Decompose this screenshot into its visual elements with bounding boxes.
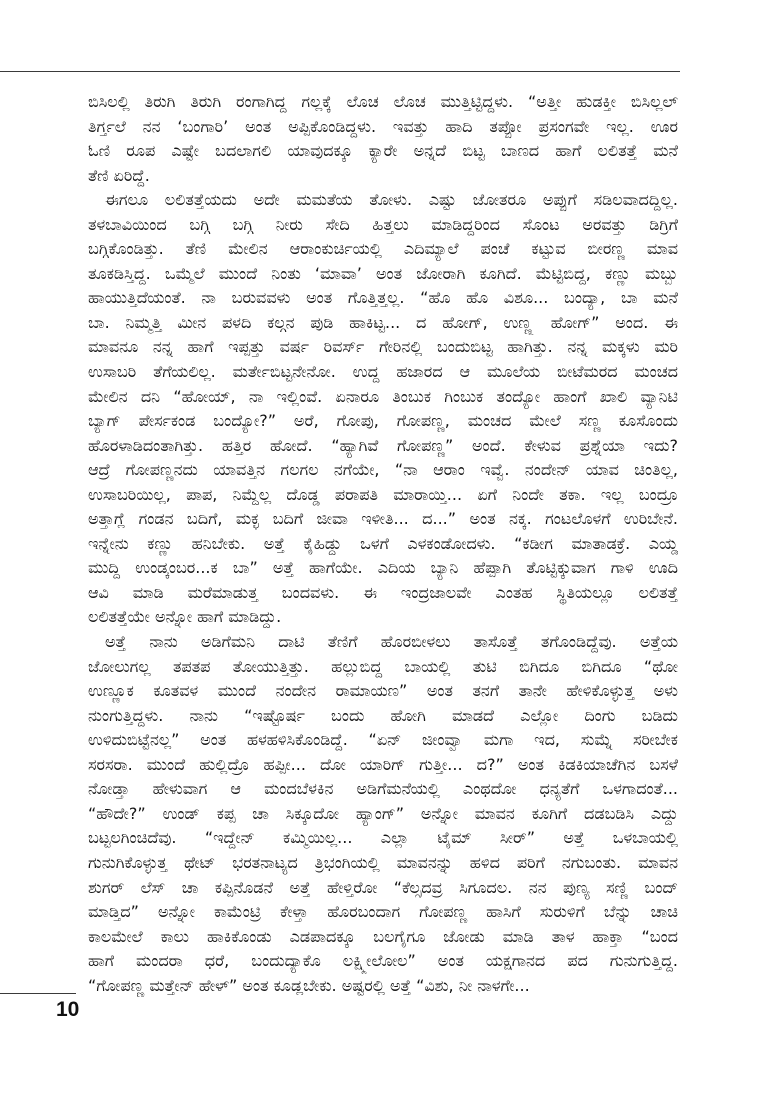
text-line: ಹಾಗೆ ಮಂದರಾ ಧರೆ, ಬಂದುದ್ಯಾಕೊ ಲಕ್ಷ್ಮೀಲೋಲ” ಅಂತ ಯಕ್ಷಗಾನದ ಪದ ಗುನುಗುತ್ತಿದ್ದ. — [88, 951, 678, 971]
text-line: ಈಗಲೂ ಲಲಿತತ್ತೆಯದು ಅದೇ ಮಮತೆಯ ತೋಳು. ಎಷ್ಟು ಜೋತರೂ ಅಪ್ಪುಗೆ ಸಡಿಲವಾದದ್ದಿಲ್ಲ. — [105, 190, 678, 210]
text-line: “ಹೌದೇ?” ಉಂಡ್ ಕಪ್ಪ ಚಾ ಸಿಕ್ಕೂದೋ ಹ್ಯಾಂಗ್” ಅನ್ನೋ ಮಾವನ ಕೂಗಿಗೆ ದಡಬಡಿಸಿ ಎದ್ದು — [88, 803, 678, 823]
text-line: ಮಾವನೂ ನನ್ನ ಹಾಗೆ ಇಪ್ಪತ್ತು ವರ್ಷ ರಿವರ್ಸ್ ಗೇರಿನಲ್ಲಿ ಬಂದುಬಿಟ್ಟ ಹಾಗಿತ್ತು. ನನ್ನ ಮಕ್ಕಳು ಮರಿ — [88, 337, 678, 357]
text-line: ಉಣ್ಣೂಕ ಕೂತವಳ ಮುಂದೆ ನಂದೇನ ರಾಮಾಯಣ” ಅಂತ ತನಗೆ ತಾನೇ ಹೇಳಿಕೊಳ್ಳುತ್ತ ಅಳು — [88, 681, 678, 701]
text-line: ಹೊರಳಾಡಿದಂತಾಗಿತ್ತು. ಹತ್ತಿರ ಹೋದೆ. “ಹ್ಯಾಗಿವೆ ಗೋಪಣ್ಣ” ಅಂದೆ. ಕೇಳುವ ಪ್ರಶ್ನೆಯಾ ಇದು? — [88, 435, 678, 455]
text-line: ಉಳಿದುಬಿಟ್ಟೆನಲ್ಲ” ಅಂತ ಹಳಹಳಿಸಿಕೊಂಡಿದ್ದೆ. “ಏನ್ ಜೀಂವ್ವಾ ಮಗಾ ಇದ, ಸುಮ್ನೆ ಸರೀಬೇಕ — [88, 730, 678, 750]
text-line: ಅತ್ತೆ ನಾನು ಅಡಿಗೆಮನಿ ದಾಟಿ ತೆಣಿಗೆ ಹೊರಬೀಳಲು ತಾಸೊತ್ತೆ ತಗೊಂಡಿದ್ದೆವು. ಅತ್ತೆಯ — [105, 632, 678, 652]
page-number: 10 — [56, 998, 80, 1021]
paragraph — [88, 188, 678, 630]
body-text — [88, 90, 678, 998]
text-line: ಬಿಸಿಲಲ್ಲಿ ತಿರುಗಿ ತಿರುಗಿ ರಂಗಾಗಿದ್ದ ಗಲ್ಲಕ್ಕೆ ಲೊಚ ಲೊಚ ಮುತ್ತಿಟ್ಟಿದ್ದಳು. “ಅತ್ತೀ ಹುಡಕ್ತೀ ಬಿಸಿಲ್ಲಲ್ — [88, 92, 678, 111]
text-line: ಆದ್ರೆ ಗೋಪಣ್ಣನದು ಯಾವತ್ತಿನ ಗಲಗಲ ನಗೆಯೇ, “ನಾ ಆರಾಂ ಇವ್ವೆ. ನಂದೇನ್ ಯಾವ ಚಿಂತಿಲ್ಲ, — [88, 460, 678, 480]
text-line: ಗುನುಗಿಕೊಳ್ಳುತ್ತ ಥೇಟ್ ಭರತನಾಟ್ಯದ ತ್ರಿಭಂಗಿಯಲ್ಲಿ ಮಾವನನ್ನು ಹಳಿದ ಪರಿಗೆ ನಗುಬಂತು. ಮಾವನ — [88, 852, 678, 872]
text-line: ಬಗ್ಗಿಕೊಂಡಿತ್ತು. ತೆಣಿ ಮೇಲಿನ ಆರಾಂಕುರ್ಚಿಯಲ್ಲಿ ಎದಿಮ್ಯಾಲೆ ಪಂಚೆ ಕಟ್ಟುವ ಬೀರಣ್ಣ ಮಾವ — [88, 239, 678, 259]
text-line: ಓಣಿ ರೂಪ ಎಷ್ಟೇ ಬದಲಾಗಲಿ ಯಾವುದಕ್ಕೂ ಕ್ಯಾರೇ ಅನ್ನದೆ ಬಿಟ್ಟ ಬಾಣದ ಹಾಗೆ ಲಲಿತತ್ತೆ ಮನೆ — [88, 141, 678, 161]
text-line: ಮೇಲಿನ ದನಿ “ಹೋಯ್, ನಾ ಇಲ್ಲಿಂವೆ. ಏನಾರೂ ತಿಂಬುಕ ಗಿಂಬುಕ ತಂದ್ಯೋ ಹಾಂಗೆ ಖಾಲಿ ವ್ಯಾನಿಟಿ — [88, 386, 678, 406]
text-line: ತೂಕಡಿಸ್ತಿದ್ದ. ಒಮ್ಮೆಲೆ ಮುಂದೆ ನಿಂತು ‘ಮಾವಾ’ ಅಂತ ಜೋರಾಗಿ ಕೂಗಿದೆ. ಮೆಟ್ಟಿಬಿದ್ದ, ಕಣ್ಣು ಮಬ್ಬು — [88, 263, 678, 283]
text-line: ಇನ್ನೇನು ಕಣ್ಣು ಹನಿಬೇಕು. ಅತ್ತೆ ಕೈಹಿಡ್ದು ಒಳಗೆ ಎಳಕಂಡೋದಳು. “ಕಡೀಗ ಮಾತಾಡಕ್ರೆ. ಎಯ್ಡ — [88, 533, 678, 553]
text-line: ಬ್ಯಾಗ್ ಪೇರ್ಸಕಂಡ ಬಂದ್ಯೋ?” ಅರೆ, ಗೋಪು, ಗೋಪಣ್ಣ, ಮಂಚದ ಮೇಲೆ ಸಣ್ಣ ಕೂಸೊಂದು — [88, 411, 678, 431]
text-line: ತಳಬಾವಿಯಿಂದ ಬಗ್ಗಿ ಬಗ್ಗಿ ನೀರು ಸೇದಿ ಹಿತ್ತಲು ಮಾಡಿದ್ದರಿಂದ ಸೊಂಟ ಅರವತ್ತು ಡಿಗ್ರಿಗೆ — [88, 214, 678, 234]
text-line: ಅತ್ತಾಗ್ಲೆ ಗಂಡನ ಬದಿಗೆ, ಮಕ್ಳ ಬದಿಗೆ ಜೀವಾ ಇಳೀತಿ... ದ...” ಅಂತ ನಕ್ಕ. ಗಂಟಲೊಳಗೆ ಉರಿಬೇನೆ. — [88, 509, 678, 529]
text-line: ಲಲಿತತ್ತೆಯೇ ಅನ್ನೋ ಹಾಗೆ ಮಾಡಿದ್ದು. — [88, 607, 282, 627]
text-line: ಮಾಡ್ತಿದ” ಅನ್ನೋ ಕಾಮೆಂಟ್ರಿ ಕೇಳ್ತಾ ಹೊರಬಂದಾಗ ಗೋಪಣ್ಣ ಹಾಸಿಗೆ ಸುರುಳಿಗೆ ಬೆನ್ನು ಚಾಚಿ — [88, 902, 678, 922]
text-line: ಜೋಲುಗಲ್ಲ ತಪತಪ ತೋಯುತ್ತಿತ್ತು. ಹಲ್ಲುಬಿದ್ದ ಬಾಯಲ್ಲಿ ತುಟಿ ಬಿಗಿದೂ ಬಿಗಿದೂ “ಥೋ — [88, 656, 678, 676]
header-rule — [0, 71, 680, 72]
text-line: ಹಾಯುತ್ತಿದೆಯಂತೆ. ನಾ ಬರುವವಳು ಅಂತ ಗೊತ್ತಿತ್ತಲ್ಲ. “ಹೊ ಹೊ ವಿಶೂ... ಬಂದ್ಯಾ, ಬಾ ಮನೆ — [88, 288, 678, 308]
text-line: “ಗೋಪಣ್ಣ ಮತ್ತೇನ್ ಹೇಳ್” ಅಂತ ಕೂಡ್ಲಬೇಕು. ಅಷ್ಟರಲ್ಲಿ ಅತ್ತೆ “ವಿಶು, ನೀ ನಾಳಗೇ... — [88, 975, 530, 995]
text-line: ನೋಡ್ತಾ ಹೇಳುವಾಗ ಆ ಮಂದಬೆಳಕಿನ ಅಡಿಗೆಮನೆಯಲ್ಲಿ ಎಂಥದೋ ಧನ್ಯತೆಗೆ ಒಳಗಾದಂತೆ... — [88, 779, 678, 799]
text-line: ತಿರ್ಗ್ತಲೆ ನನ ‘ಬಂಗಾರಿ’ ಅಂತ ಅಪ್ಪಿಕೊಂಡಿದ್ದಳು. ಇವತ್ತು ಹಾದಿ ತಪ್ಪೋ ಪ್ರಸಂಗವೇ ಇಲ್ಲ. ಊರ — [88, 116, 678, 136]
text-line: ಆವಿ ಮಾಡಿ ಮರೆಮಾಡುತ್ತ ಬಂದವಳು. ಈ ಇಂದ್ರಜಾಲವೇ ಎಂತಹ ಸ್ಥಿತಿಯಲ್ಲೂ ಲಲಿತತ್ತೆ — [88, 582, 678, 602]
text-line: ಉಸಾಬರಿಯಿಲ್ಲ, ಪಾಪ, ನಿಮ್ದೆಲ್ಲ ದೊಡ್ಡ ಪರಾಪತಿ ಮಾರಾಯ್ತಿ... ಏಗೆ ನಿಂದೇ ತಕಾ. ಇಲ್ಲ ಬಂದ್ರೂ — [88, 484, 678, 504]
text-line: ಬಟ್ಟಲಗಿಂಚಿದೆವು. “ಇದ್ದೇನ್ ಕಮ್ಮಿಯಿಲ್ಲ... ಎಲ್ಲಾ ಟೈಮ್ ಸೀರ್” ಅತ್ತೆ ಒಳಬಾಯಲ್ಲಿ — [88, 828, 678, 848]
text-line: ಕಾಲಮೇಲೆ ಕಾಲು ಹಾಕಿಕೊಂಡು ಎಡಪಾದಕ್ಕೂ ಬಲಗೈಗೂ ಜೋಡು ಮಾಡಿ ತಾಳ ಹಾಕ್ತಾ “ಬಂದ — [88, 926, 678, 946]
text-line: ಸರಸರಾ. ಮುಂದೆ ಹುಲ್ಲಿದ್ರೊ ಹಪ್ಪೀ... ದೋ ಯಾರಿಗ್ ಗುತ್ತೀ... ದ?” ಅಂತ ಕಿಡಕಿಯಾಚೆಗಿನ ಬಸಳೆ — [88, 754, 678, 774]
text-line: ತೆಣಿ ಏರಿದ್ದೆ. — [88, 165, 150, 185]
text-line: ಶುಗರ್ ಲೆಸ್ ಚಾ ಕಪ್ಪಿನೊಡನೆ ಅತ್ತೆ ಹೇಳ್ತಿರೋ “ಕೆಲ್ಸದವ್ರ ಸಿಗೂದಲ. ನನ ಪುಣ್ಯ ಸಣ್ಣಿ ಬಂದ್ — [88, 877, 678, 897]
paragraph — [88, 630, 678, 998]
footer-rule — [0, 993, 76, 994]
text-line: ಮುದ್ದಿ ಉಂಡ್ಕಂಬರ...ಕ ಬಾ” ಅತ್ತೆ ಹಾಗೆಯೇ. ಎದಿಯ ಬ್ಯಾನಿ ಹೆಪ್ಪಾಗಿ ತೊಟ್ಟಿಕ್ಕುವಾಗ ಗಾಳಿ ಊದಿ — [88, 558, 678, 578]
text-line: ಬಾ. ನಿಮ್ಮತ್ತಿ ಮೀನ ಪಳದಿ ಕಲ್ಗನ ಪುಡಿ ಹಾಕಿಟ್ಟ... ದ ಹೋಗ್, ಉಣ್ಣ್ಣ ಹೋಗ್” ಅಂದ. ಈ — [88, 312, 678, 332]
paragraph — [88, 90, 678, 188]
text-line: ನುಂಗುತ್ತಿದ್ದಳು. ನಾನು “ಇಷ್ಟೊರ್ಷ ಬಂದು ಹೋಗಿ ಮಾಡದೆ ಎಲ್ಲೋ ದಿಂಗು ಬಡಿದು — [88, 705, 678, 725]
text-line: ಉಸಾಬರಿ ತೆಗೆಯಲಿಲ್ಲ. ಮರ್ತೇಬಿಟ್ಟನೇನೋ. ಉದ್ದ ಹಜಾರದ ಆ ಮೂಲೆಯ ಬೀಟೆಮರದ ಮಂಚದ — [88, 362, 678, 382]
